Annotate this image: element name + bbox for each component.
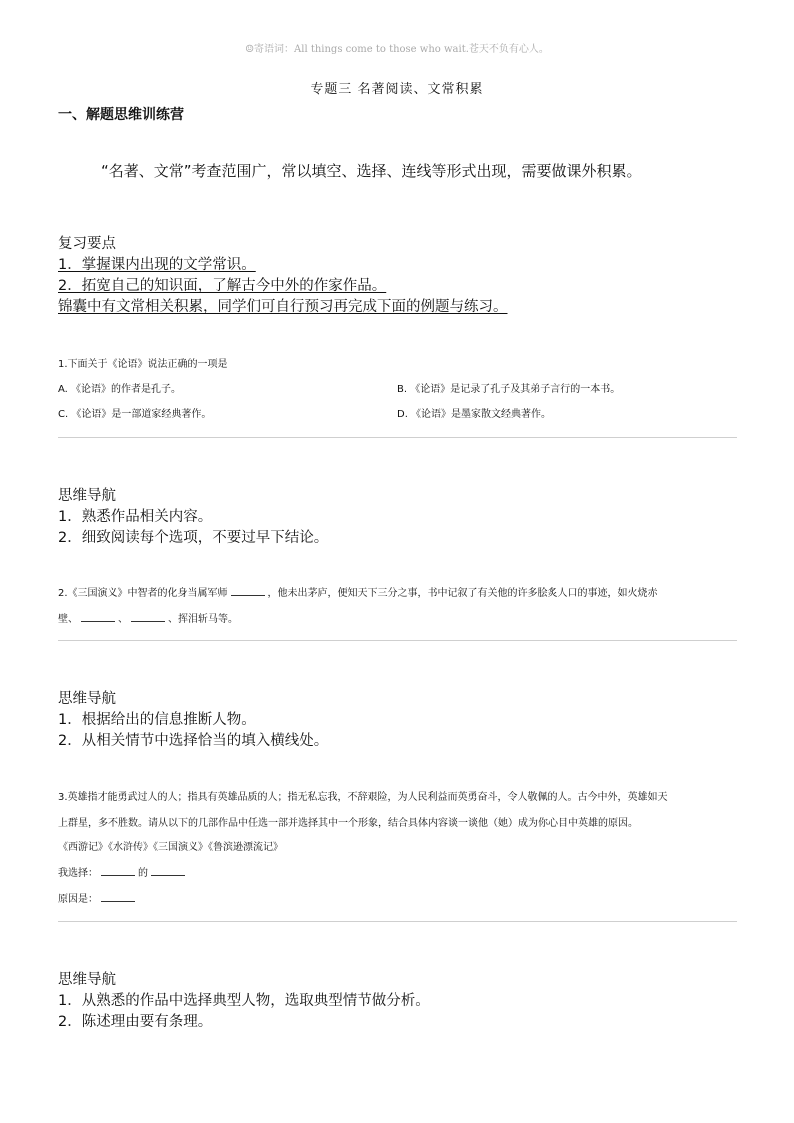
nav2-title: 思维导航 [58,691,116,707]
q3-blank-character[interactable] [151,866,185,876]
nav3-item-1: 1．从熟悉的作品中选择典型人物，选取典型情节做分析。 [58,993,430,1009]
q1-option-c[interactable]: C. 《论语》是一部道家经典著作。 [58,409,212,420]
q3-choose-label: 我选择： [58,868,98,879]
q1-option-d[interactable]: D. 《论语》是墨家散文经典著作。 [397,409,552,420]
q2-text-a: 2.《三国演义》中智者的化身当属军师 [58,588,228,599]
divider [58,640,737,641]
nav2-item-1: 1．根据给出的信息推断人物。 [58,712,256,728]
page-title: 专题三 名著阅读、文常积累 [310,82,484,97]
divider [58,921,737,922]
q2-line-1 [58,584,658,599]
q3-line-2: 上群星，多不胜数。请从以下的几部作品中任选一部并选择其中一个形象，结合具体内容谈一谈他（她）成为你心目中英雄的原因。 [58,818,638,829]
nav2-item-2: 2．从相关情节中选择恰当的填入横线处。 [58,733,329,749]
q3-blank-work[interactable] [101,866,135,876]
q2-text-c: 壁、 [58,614,78,625]
q1-option-a[interactable]: A. 《论语》的作者是孔子。 [58,384,182,395]
q2-blank-2[interactable] [81,612,115,622]
nav3-title: 思维导航 [58,972,116,988]
review-point-1: 1．掌握课内出现的文学常识。 [58,257,256,273]
nav3-item-2: 2．陈述理由要有条理。 [58,1014,213,1030]
intro-text: “名著、文常”考查范围广，常以填空、选择、连线等形式出现，需要做课外积累。 [101,162,642,180]
q3-choose-line [58,864,188,879]
q3-of-label: 的 [138,868,148,879]
nav1-item-2: 2．细致阅读每个选项，不要过早下结论。 [58,530,329,546]
q2-text-d: 、挥泪斩马等。 [168,614,238,625]
q1-option-b[interactable]: B. 《论语》是记录了孔子及其弟子言行的一本书。 [397,384,621,395]
nav1-item-1: 1．熟悉作品相关内容。 [58,509,213,525]
nav1-title: 思维导航 [58,488,116,504]
q1-stem: 1.下面关于《论语》说法正确的一项是 [58,359,228,370]
section-heading: 一、解题思维训练营 [58,107,184,123]
q2-blank-3[interactable] [131,612,165,622]
divider [58,437,737,438]
review-point-2: 2．拓宽自己的知识面，了解古今中外的作家作品。 [58,278,387,294]
review-title: 复习要点 [58,236,116,252]
q2-text-b: ，他未出茅庐，便知天下三分之事，书中记叙了有关他的许多脍炙人口的事迹，如火烧赤 [267,588,658,599]
q3-blank-reason[interactable] [101,892,135,902]
q3-line-1: 3.英雄指才能勇武过人的人；指具有英雄品质的人；指无私忘我，不辞艰险，为人民利益而英勇奋斗，令人敬佩的人。古今中外，英雄如天 [58,792,668,803]
q3-books: 《西游记》《水浒传》《三国演义》《鲁滨逊漂流记》 [58,842,283,853]
q2-line-2 [58,610,238,625]
q2-sep: 、 [118,614,128,625]
q3-reason-label: 原因是： [58,894,98,905]
q3-reason-line [58,890,138,905]
motto-header: ☺寄语词：All things come to those who wait.苍天不负有心人。 [245,44,549,55]
q2-blank-1[interactable] [231,586,265,596]
review-point-3: 锦囊中有文常相关积累，同学们可自行预习再完成下面的例题与练习。 [58,299,508,315]
